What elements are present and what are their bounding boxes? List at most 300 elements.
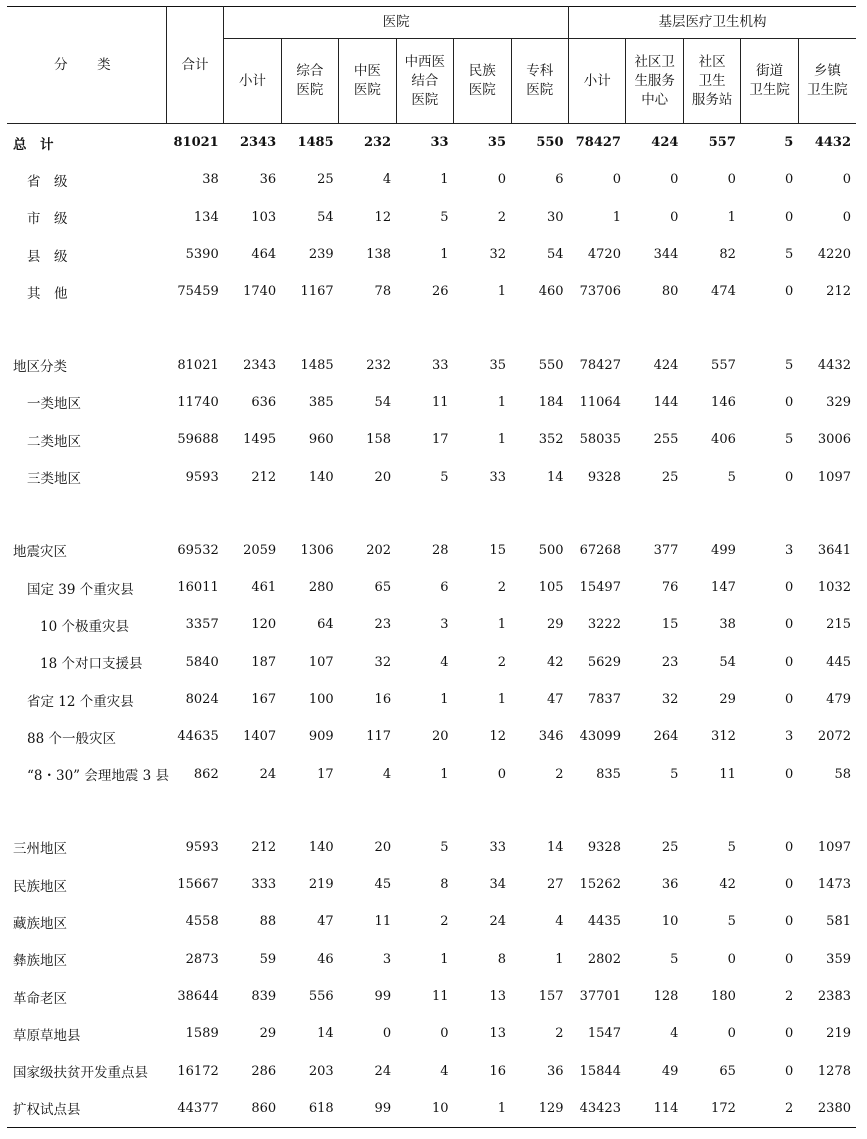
table-cell: 1 — [497, 394, 506, 410]
table-cell: 10 — [432, 1100, 449, 1116]
section-spacer — [7, 793, 856, 829]
table-cell: 0 — [382, 1026, 392, 1042]
table-cell: 9328 — [587, 839, 621, 855]
table-row — [7, 273, 856, 310]
section-spacer — [7, 310, 856, 346]
table-cell: 147 — [711, 580, 736, 596]
table-cell: 2380 — [817, 1100, 851, 1116]
table-cell: 3222 — [587, 617, 621, 633]
table-row — [7, 941, 856, 978]
table-cell: 15 — [489, 542, 506, 558]
table-row — [7, 458, 856, 495]
table-cell: 36 — [259, 172, 277, 188]
table-cell: 4432 — [817, 357, 851, 373]
table-cell: 11 — [719, 766, 736, 782]
table-cell: 129 — [538, 1100, 564, 1116]
table-row — [7, 236, 856, 273]
table-cell: 4 — [440, 654, 449, 670]
table-cell: 0 — [842, 172, 851, 188]
header-basic-col-1: 社区卫 生服务 中心 — [626, 39, 683, 124]
table-row — [7, 199, 856, 236]
table-cell: 88 — [259, 914, 277, 930]
table-cell: 8 — [440, 877, 449, 893]
table-cell: 219 — [308, 877, 334, 893]
row-label: 三州地区 — [13, 841, 67, 858]
table-cell: 23 — [661, 654, 679, 670]
header-basic-col-2: 社区 卫生 服务站 — [683, 39, 740, 124]
table-cell: 75459 — [177, 284, 219, 300]
table-cell: 406 — [711, 432, 736, 448]
table-body — [7, 124, 856, 1128]
table-cell: 16011 — [177, 580, 219, 596]
table-cell: 15262 — [579, 877, 621, 893]
table-row — [7, 421, 856, 458]
table-cell: 0 — [727, 1026, 736, 1042]
row-label: 省 级 — [27, 173, 68, 190]
table-row — [7, 903, 856, 940]
header-hospital-col-0: 小计 — [224, 39, 281, 124]
table-cell: 13 — [489, 1026, 506, 1042]
table-cell: 556 — [308, 989, 334, 1005]
table-cell: 76 — [661, 580, 679, 596]
row-label: 二类地区 — [27, 433, 81, 450]
table-cell: 636 — [251, 394, 277, 410]
table-cell: 346 — [538, 729, 564, 745]
table-cell: 167 — [251, 692, 277, 707]
table-cell: 255 — [653, 432, 679, 448]
table-cell: 0 — [785, 1026, 794, 1042]
table-row — [7, 569, 856, 606]
row-label: 10 个极重灾县 — [40, 618, 129, 635]
table-row — [7, 866, 856, 903]
table-cell: 64 — [317, 617, 334, 633]
table-cell: 4720 — [587, 247, 621, 263]
table-cell: 860 — [251, 1100, 277, 1116]
table-cell: 26 — [432, 284, 449, 300]
table-cell: 0 — [670, 172, 679, 188]
table-cell: 16172 — [177, 1063, 219, 1079]
table-cell: 839 — [251, 989, 277, 1005]
table-cell: 2 — [440, 914, 449, 930]
table-cell: 2802 — [587, 951, 621, 967]
table-cell: 105 — [538, 580, 564, 596]
table-cell: 43099 — [579, 729, 621, 745]
table-cell: 5 — [670, 951, 679, 967]
table-cell: 14 — [546, 469, 564, 485]
table-cell: 38 — [202, 172, 219, 188]
table-cell: 5 — [727, 839, 736, 855]
table-row — [7, 718, 856, 755]
table-cell: 1278 — [817, 1063, 851, 1079]
table-cell: 2 — [555, 1026, 564, 1042]
table-row — [7, 1090, 856, 1128]
table-cell: 1167 — [300, 284, 334, 300]
table-cell: 33 — [489, 469, 506, 485]
table-cell: 15497 — [579, 580, 621, 596]
table-cell: 16 — [489, 1063, 506, 1079]
table-cell: 34 — [489, 877, 506, 893]
table-cell: 352 — [538, 432, 564, 448]
table-cell: 2 — [497, 580, 506, 596]
table-cell: 0 — [785, 394, 794, 410]
table-cell: 78427 — [575, 135, 621, 151]
table-cell: 99 — [374, 989, 392, 1005]
table-cell: 2 — [785, 1100, 794, 1116]
table-cell: 1306 — [300, 542, 334, 558]
table-cell: 13 — [489, 989, 506, 1005]
row-label: 藏族地区 — [13, 915, 67, 932]
row-label: 国定 39 个重灾县 — [27, 581, 134, 598]
table-cell: 172 — [711, 1100, 736, 1116]
table-cell: 1097 — [817, 469, 851, 485]
table-cell: 232 — [363, 135, 392, 151]
table-cell: 1 — [497, 432, 506, 448]
table-cell: 550 — [536, 135, 564, 151]
table-cell: 36 — [546, 1063, 564, 1079]
table-cell: 1473 — [817, 877, 851, 893]
row-label: 地区分类 — [13, 359, 67, 376]
table-cell: 114 — [653, 1100, 679, 1116]
table-cell: 1 — [612, 209, 621, 225]
table-cell: 54 — [546, 247, 564, 263]
table-cell: 1407 — [243, 729, 277, 745]
table-cell: 1 — [440, 951, 449, 967]
table-cell: 17 — [432, 432, 449, 448]
header-basic-col-0: 小计 — [569, 39, 626, 124]
table-cell: 33 — [489, 839, 506, 855]
table-cell: 5 — [440, 209, 449, 225]
table-header — [7, 7, 856, 124]
table-cell: 0 — [785, 692, 794, 707]
table-cell: 5840 — [185, 654, 219, 670]
table-cell: 11 — [432, 989, 449, 1005]
table-cell: 42 — [719, 877, 736, 893]
table-cell: 187 — [251, 654, 277, 670]
table-row — [7, 124, 856, 162]
table-row — [7, 1015, 856, 1052]
table-cell: 47 — [546, 692, 564, 707]
table-row — [7, 978, 856, 1015]
table-cell: 7837 — [587, 692, 621, 707]
table-cell: 960 — [308, 432, 334, 448]
table-cell: 32 — [374, 654, 392, 670]
table-cell: 138 — [366, 247, 392, 263]
table-cell: 11740 — [177, 394, 219, 410]
table-cell: 479 — [826, 692, 851, 707]
table-cell: 202 — [366, 542, 392, 558]
table-cell: 0 — [785, 469, 794, 485]
table-cell: 17 — [317, 766, 334, 782]
table-cell: 5 — [784, 135, 794, 151]
table-cell: 32 — [661, 692, 679, 707]
table-cell: 54 — [374, 394, 392, 410]
row-label: 总 计 — [13, 136, 54, 153]
table-cell: 5390 — [185, 247, 219, 263]
table-cell: 0 — [785, 580, 794, 596]
table-cell: 117 — [366, 729, 392, 745]
table-cell: 2 — [785, 989, 794, 1005]
table-cell: 377 — [653, 542, 679, 558]
row-label: 其 他 — [27, 285, 68, 302]
table-cell: 618 — [308, 1100, 334, 1116]
table-cell: 42 — [546, 654, 564, 670]
table-cell: 557 — [708, 135, 736, 151]
table-cell: 424 — [653, 357, 679, 373]
table-cell: 29 — [719, 692, 736, 707]
row-label: 省定 12 个重灾县 — [27, 693, 134, 710]
table-cell: 460 — [538, 284, 564, 300]
table-cell: 103 — [251, 209, 277, 225]
table-cell: 78 — [374, 284, 392, 300]
table-cell: 550 — [538, 357, 564, 373]
table-cell: 333 — [251, 877, 277, 893]
table-cell: 33 — [432, 357, 449, 373]
table-cell: 10 — [661, 914, 679, 930]
table-cell: 65 — [719, 1063, 736, 1079]
table-cell: 46 — [317, 951, 334, 967]
table-cell: 1 — [497, 692, 506, 707]
row-label: 扩权试点县 — [13, 1102, 81, 1119]
table-cell: 5 — [440, 839, 449, 855]
table-cell: 38 — [719, 617, 736, 633]
table-cell: 9328 — [587, 469, 621, 485]
table-cell: 29 — [546, 617, 564, 633]
table-cell: 158 — [366, 432, 392, 448]
table-cell: 67268 — [579, 542, 621, 558]
table-cell: 215 — [826, 617, 851, 633]
table-cell: 4 — [555, 914, 564, 930]
table-cell: 58 — [834, 766, 851, 782]
table-cell: 100 — [308, 692, 334, 707]
table-cell: 25 — [661, 469, 679, 485]
table-cell: 58035 — [579, 432, 621, 448]
table-cell: 78427 — [579, 357, 621, 373]
table-row — [7, 829, 856, 866]
table-cell: 212 — [826, 284, 851, 300]
table-cell: 144 — [653, 394, 679, 410]
table-cell: 5 — [785, 357, 794, 373]
table-row — [7, 1053, 856, 1090]
table-cell: 59 — [259, 951, 277, 967]
table-cell: 2072 — [817, 729, 851, 745]
table-cell: 1 — [440, 766, 449, 782]
table-cell: 500 — [538, 542, 564, 558]
table-cell: 120 — [251, 617, 277, 633]
table-cell: 4558 — [185, 914, 219, 930]
table-cell: 11 — [432, 394, 449, 410]
table-cell: 1 — [440, 172, 449, 188]
table-cell: 59688 — [177, 432, 219, 448]
header-basic-group: 基层医疗卫生机构 — [569, 7, 856, 39]
table-cell: 37701 — [579, 989, 621, 1005]
table-cell: 1485 — [300, 357, 334, 373]
table-cell: 2 — [555, 766, 564, 782]
table-cell: 1 — [440, 692, 449, 707]
table-cell: 0 — [842, 209, 851, 225]
table-cell: 1 — [440, 247, 449, 263]
table-cell: 5 — [670, 766, 679, 782]
table-cell: 81021 — [173, 135, 219, 151]
table-cell: 99 — [374, 1100, 392, 1116]
table-cell: 4435 — [587, 914, 621, 930]
table-cell: 184 — [538, 394, 564, 410]
table-cell: 280 — [308, 580, 334, 596]
table-row — [7, 606, 856, 643]
table-cell: 6 — [440, 580, 449, 596]
table-cell: 0 — [612, 172, 621, 188]
header-basic-col-3: 街道 卫生院 — [741, 39, 798, 124]
row-label: 一类地区 — [27, 396, 81, 413]
table-cell: 835 — [596, 766, 621, 782]
table-cell: 9593 — [185, 469, 219, 485]
table-cell: 1485 — [297, 135, 334, 151]
table-row — [7, 161, 856, 198]
table-cell: 2 — [497, 209, 506, 225]
table-cell: 2343 — [240, 135, 277, 151]
table-cell: 0 — [727, 172, 736, 188]
row-label: 草原草地县 — [13, 1027, 81, 1044]
table-row — [7, 755, 856, 792]
table-cell: 0 — [785, 617, 794, 633]
row-label: 彝族地区 — [13, 953, 67, 970]
table-cell: 3357 — [185, 617, 219, 633]
table-cell: 4 — [440, 1063, 449, 1079]
table-cell: 1547 — [587, 1026, 621, 1042]
table-cell: 4 — [670, 1026, 679, 1042]
table-cell: 286 — [251, 1063, 277, 1079]
table-cell: 5 — [785, 247, 794, 263]
table-cell: 157 — [538, 989, 564, 1005]
table-cell: 212 — [251, 839, 277, 855]
table-row — [7, 346, 856, 383]
table-cell: 12 — [374, 209, 392, 225]
table-cell: 461 — [251, 580, 277, 596]
table-cell: 35 — [489, 357, 506, 373]
table-cell: 2 — [497, 654, 506, 670]
table-cell: 11064 — [579, 394, 621, 410]
table-cell: 1097 — [817, 839, 851, 855]
table-cell: 140 — [308, 469, 334, 485]
table-cell: 30 — [546, 209, 564, 225]
table-cell: 5 — [727, 914, 736, 930]
table-cell: 6 — [555, 172, 564, 188]
table-cell: 1 — [497, 284, 506, 300]
table-cell: 80 — [661, 284, 679, 300]
table-cell: 0 — [440, 1026, 449, 1042]
table-cell: 29 — [259, 1026, 277, 1042]
table-cell: 1 — [497, 617, 506, 633]
table-cell: 45 — [374, 877, 392, 893]
table-cell: 23 — [374, 617, 392, 633]
header-total: 合计 — [166, 7, 223, 124]
table-cell: 474 — [711, 284, 736, 300]
table-cell: 212 — [251, 469, 277, 485]
row-label: 地震灾区 — [13, 544, 67, 561]
table-cell: 1 — [555, 951, 564, 967]
table-cell: 35 — [487, 135, 506, 151]
table-cell: 2383 — [817, 989, 851, 1005]
table-cell: 128 — [653, 989, 679, 1005]
table-cell: 24 — [489, 914, 506, 930]
table-cell: 3641 — [817, 542, 851, 558]
header-hospital-col-2: 中医 医院 — [339, 39, 396, 124]
table-cell: 445 — [826, 654, 851, 670]
row-label: 市 级 — [27, 211, 68, 228]
table-cell: 2059 — [243, 542, 277, 558]
table-cell: 0 — [670, 209, 679, 225]
header-hospital-col-4: 民族 医院 — [454, 39, 511, 124]
table-cell: 15844 — [579, 1063, 621, 1079]
table-cell: 909 — [308, 729, 334, 745]
table-row — [7, 644, 856, 681]
table-cell: 33 — [430, 135, 449, 151]
table-cell: 0 — [785, 839, 794, 855]
table-cell: 0 — [785, 766, 794, 782]
table-cell: 14 — [546, 839, 564, 855]
table-cell: 0 — [727, 951, 736, 967]
table-cell: 5 — [727, 469, 736, 485]
table-cell: 15667 — [177, 877, 219, 893]
table-cell: 1589 — [185, 1026, 219, 1042]
table-cell: 15 — [661, 617, 679, 633]
table-cell: 16 — [374, 692, 392, 707]
table-cell: 0 — [785, 877, 794, 893]
row-label: 18 个对口支援县 — [40, 656, 143, 673]
table-cell: 329 — [826, 394, 851, 410]
table-cell: 44635 — [177, 729, 219, 745]
row-label: 县 级 — [27, 248, 68, 265]
row-label: 88 个一般灾区 — [27, 730, 116, 747]
table-cell: 203 — [308, 1063, 334, 1079]
table-cell: 20 — [374, 469, 392, 485]
table-cell: 146 — [711, 394, 736, 410]
row-label: 革命老区 — [13, 990, 67, 1007]
table-cell: 49 — [661, 1063, 679, 1079]
table-cell: 12 — [489, 729, 506, 745]
table-cell: 1 — [497, 1100, 506, 1116]
table-cell: 499 — [711, 542, 736, 558]
table-cell: 82 — [719, 247, 736, 263]
table-cell: 32 — [489, 247, 506, 263]
table-cell: 464 — [251, 247, 277, 263]
header-hospital-col-1: 综合 医院 — [281, 39, 338, 124]
table-cell: 5629 — [587, 654, 621, 670]
table-cell: 232 — [366, 357, 392, 373]
table-cell: 385 — [308, 394, 334, 410]
section-spacer — [7, 496, 856, 532]
table-cell: 81021 — [177, 357, 219, 373]
table-cell: 36 — [661, 877, 679, 893]
row-label: 三类地区 — [27, 471, 81, 488]
table-cell: 25 — [661, 839, 679, 855]
table-cell: 1495 — [243, 432, 277, 448]
table-cell: 3 — [785, 542, 794, 558]
table-cell: 219 — [826, 1026, 851, 1042]
table-cell: 344 — [653, 247, 679, 263]
table-cell: 24 — [259, 766, 277, 782]
table-cell: 0 — [497, 172, 506, 188]
table-cell: 0 — [785, 284, 794, 300]
table-cell: 0 — [785, 951, 794, 967]
row-label: 民族地区 — [13, 878, 67, 895]
table-cell: 11 — [374, 914, 392, 930]
table-cell: 38644 — [177, 989, 219, 1005]
table-cell: 581 — [826, 914, 851, 930]
table-cell: 25 — [317, 172, 334, 188]
table-cell: 47 — [317, 914, 334, 930]
table-cell: 28 — [432, 542, 449, 558]
row-label: 国家级扶贫开发重点县 — [13, 1065, 148, 1082]
